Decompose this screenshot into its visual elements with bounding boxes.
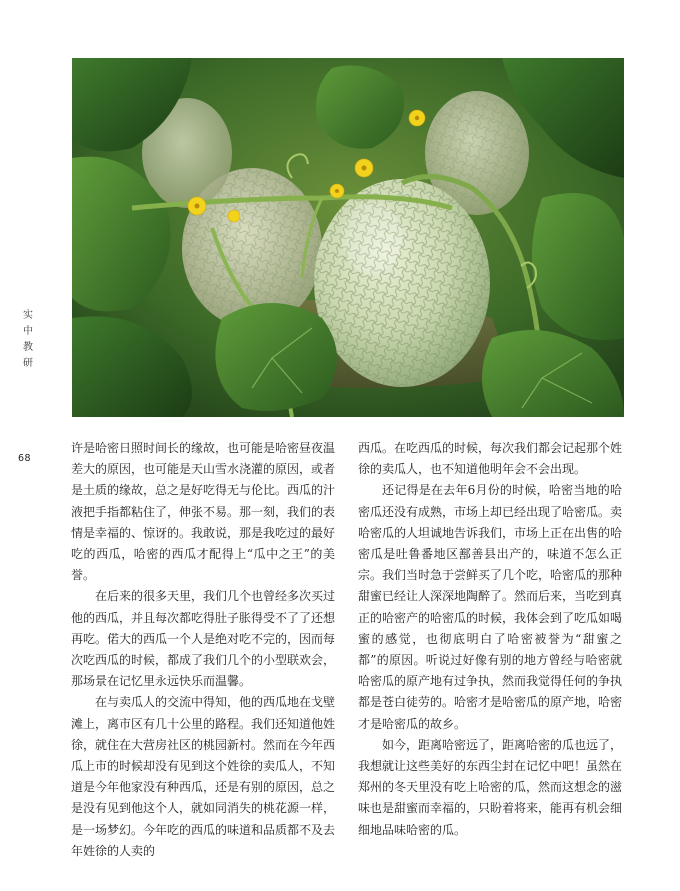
- section-label: [20, 308, 36, 372]
- article-left-column: [71, 438, 335, 862]
- paragraph: 还记得是在去年6月份的时候，哈密当地的哈密瓜还没有成熟，市场上却已经出现了哈密瓜。卖哈密瓜的人坦诚地告诉我们，市场上正在出售的哈密瓜是吐鲁番地区鄯善县出产的，味道不怎么正宗。我们当时急于尝鲜买了几个吃，哈密瓜的那种甜蜜已经让人深深地陶醉了。然而后来，当吃到真正的哈密产的哈密瓜的时候，我体会到了吃瓜如喝蜜的感觉，也彻底明白了哈密被誉为“甜蜜之都”的原因。听说过好像有别的地方曾经与哈密就哈密瓜的原产地有过争执，然而我觉得任何的争执都是苍白徒劳的。哈密才是哈密瓜的原产地，哈密才是哈密瓜的故乡。: [358, 483, 623, 731]
- article-right-column: [358, 438, 622, 841]
- melon-photo: [72, 58, 624, 417]
- paragraph: 许是哈密日照时间长的缘故，也可能是哈密昼夜温差大的原因，也可能是天山雪水浇灌的原因，或者是土质的缘故，总之是好吃得无与伦比。西瓜的汁液把手指都粘住了，伸张不易。那一刻，我们的表情是幸福的、惊讶的。我敢说，那是我吃过的最好吃的西瓜，哈密的西瓜才配得上“瓜中之王”的美誉。: [71, 441, 336, 583]
- paragraph: 如今，距离哈密远了，距离哈密的瓜也远了，我想就让这些美好的东西尘封在记忆中吧！虽然在郑州的冬天里没有吃上哈密的瓜，然而这想念的滋味也是甜蜜而幸福的，只盼着将来，能再有机会细细地品味哈密的瓜。: [358, 737, 623, 837]
- section-char: 教: [23, 342, 33, 353]
- paragraph: 在后来的很多天里，我们几个也曾经多次买过他的西瓜，并且每次都吃得肚子胀得受不了了还想再吃。偌大的西瓜一个人是绝对吃不完的，因而每次吃西瓜的时候，都成了我们几个的小型联欢会，那场景在记忆里永远快乐而温馨。: [71, 589, 336, 689]
- paragraph: 在与卖瓜人的交流中得知，他的西瓜地在戈壁滩上，离市区有几十公里的路程。我们还知道他姓徐，就住在大营房社区的桃园新村。然而在今年西瓜上市的时候却没有见到这个姓徐的卖瓜人，不知道是今年他家没有种西瓜，还是有别的原因，总之是没有见到他这个人，就如同消失的桃花源一样，是一场梦幻。今年吃的西瓜的味道和品质都不及去年姓徐的人卖的: [71, 695, 336, 858]
- section-char: 实: [23, 310, 33, 321]
- section-char: 研: [23, 358, 33, 369]
- paragraph: 西瓜。在吃西瓜的时候，每次我们都会记起那个姓徐的卖瓜人，也不知道他明年会不会出现。: [358, 441, 623, 477]
- section-char: 中: [23, 326, 33, 337]
- page-number: 68: [18, 453, 32, 464]
